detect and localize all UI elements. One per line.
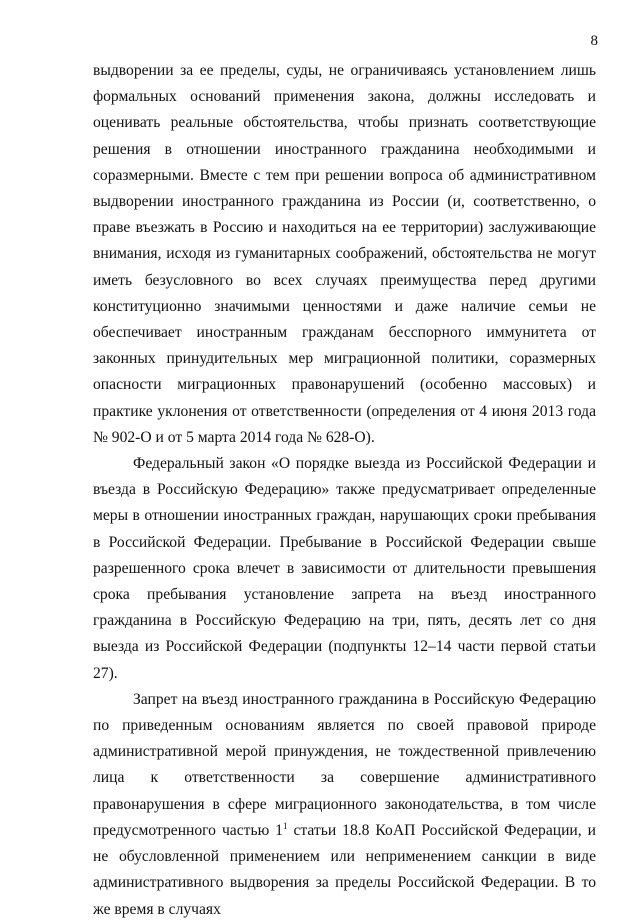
document-body <box>93 58 596 923</box>
paragraph-1: выдворении за ее пределы, суды, не ограничиваясь установлением лишь формальных оснований применения закона, должны исследовать и оценивать реальные обстоятельства, чтобы признать соответствующие решения в отношении иностранного гражданина необходимыми и соразмерными. Вместе с тем при решении вопроса об административном выдворении иностранного гражданина из России (и, соответственно, о праве въезжать в Россию и находиться на ее территории) заслуживающие внимания, исходя из гуманитарных соображений, обстоятельства не могут иметь безусловного во всех случаях преимущества перед другими конституционно значимыми ценностями и даже наличие семьи не обеспечивает иностранным гражданам бесспорного иммунитета от законных принудительных мер миграционной политики, соразмерных опасности миграционных правонарушений (особенно массовых) и практике уклонения от ответственности (определения от 4 июня 2013 года № 902-О и от 5 марта 2014 года № 628-О). <box>93 62 596 446</box>
paragraph-3-text-before-superscript: Запрет на въезд иностранного гражданина в Российскую Федерацию по приведенным основаниям является по своей правовой природе административной мерой принуждения, не тождественной привлечению лица к ответственности за совершение административного правонарушения в сфере миграционного законодательства, в том числе предусмотренного частью 1 <box>93 690 596 839</box>
paragraph-2: Федеральный закон «О порядке выезда из Российской Федерации и въезда в Российскую Федерацию» также предусматривает определенные меры в отношении иностранных граждан, нарушающих сроки пребывания в Российской Федерации. Пребывание в Российской Федерации свыше разрешенного срока влечет в зависимости от длительности превышения срока пребывания установление запрета на въезд иностранного гражданина в Российскую Федерацию на три, пять, десять лет со дня выезда из Российской Федерации (подпункты 12–14 части первой статьи 27). <box>93 455 596 682</box>
page-number: 8 <box>590 33 598 49</box>
article-part-superscript: 1 <box>282 820 288 831</box>
paragraph-3-text-after-superscript: статьи 18.8 КоАП Российской Федерации, и не обусловленной применением или неприменением санкции в виде административного выдворения за пределы Российской Федерации. В то же время в случаях <box>93 821 596 918</box>
paragraph-3 <box>93 687 596 923</box>
